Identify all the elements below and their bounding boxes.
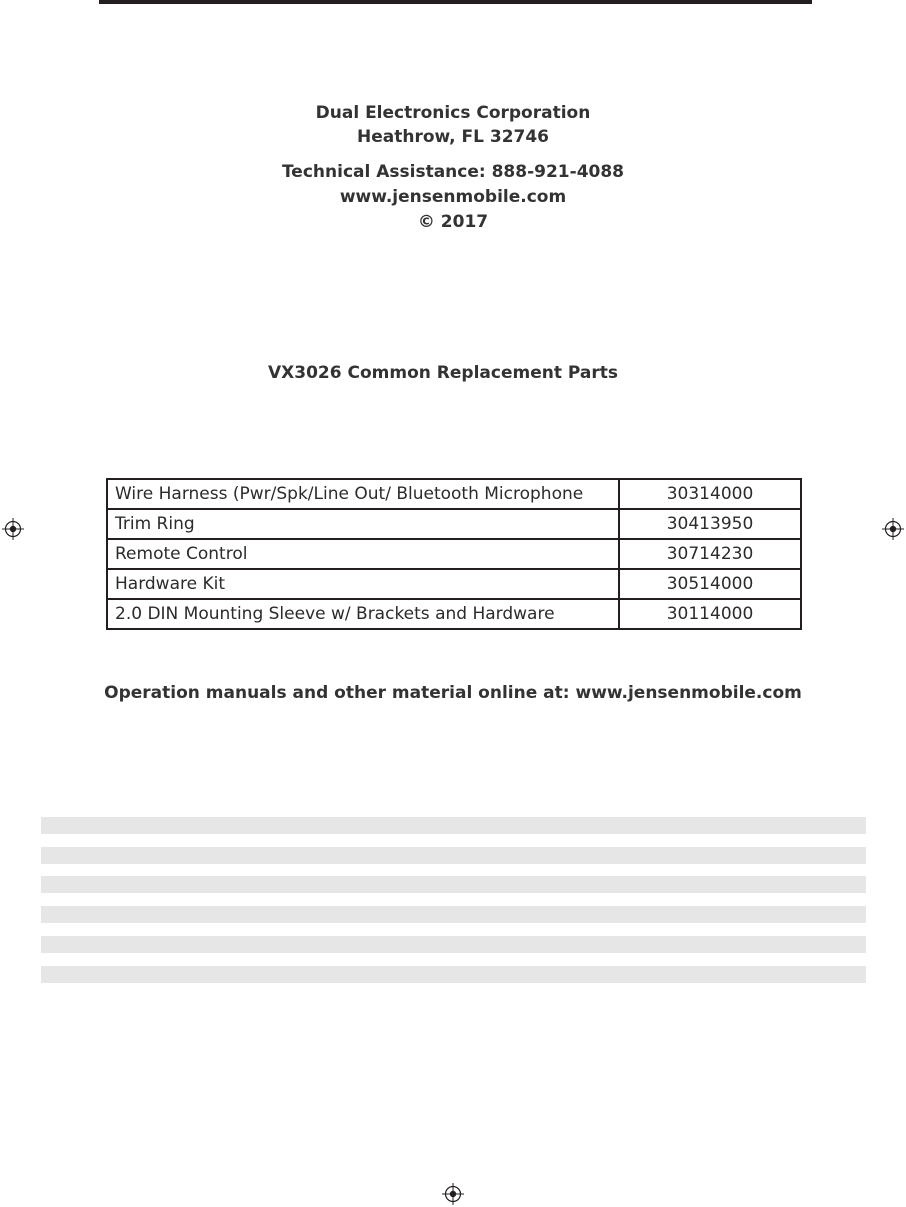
gray-stripe bbox=[41, 936, 866, 953]
part-number: 30514000 bbox=[619, 569, 801, 599]
contact-block bbox=[0, 160, 906, 235]
table-row bbox=[107, 599, 801, 629]
part-number: 30114000 bbox=[619, 599, 801, 629]
online-note: Operation manuals and other material online at: www.jensenmobile.com bbox=[104, 683, 802, 703]
part-description: Wire Harness (Pwr/Spk/Line Out/ Bluetooth Microphone bbox=[107, 479, 619, 509]
part-number: 30413950 bbox=[619, 509, 801, 539]
company-address: Heathrow, FL 32746 bbox=[356, 127, 550, 147]
part-description: Trim Ring bbox=[107, 509, 619, 539]
parts-title: VX3026 Common Replacement Parts bbox=[268, 363, 618, 383]
part-number: 30714230 bbox=[619, 539, 801, 569]
registration-mark-icon bbox=[2, 518, 24, 540]
gray-stripe bbox=[41, 847, 866, 864]
part-description: Remote Control bbox=[107, 539, 619, 569]
website: www.jensenmobile.com bbox=[339, 187, 567, 207]
company-block bbox=[0, 101, 906, 149]
part-description: 2.0 DIN Mounting Sleeve w/ Brackets and Hardware bbox=[107, 599, 619, 629]
table-row bbox=[107, 479, 801, 509]
gray-stripe bbox=[41, 906, 866, 923]
tech-assistance: Technical Assistance: 888-921-4088 bbox=[281, 162, 625, 182]
gray-stripe bbox=[41, 817, 866, 834]
parts-table bbox=[106, 478, 802, 630]
gray-stripe bbox=[41, 966, 866, 983]
company-name: Dual Electronics Corporation bbox=[315, 103, 591, 123]
part-number: 30314000 bbox=[619, 479, 801, 509]
part-description: Hardware Kit bbox=[107, 569, 619, 599]
registration-mark-icon bbox=[442, 1183, 464, 1205]
table-row bbox=[107, 539, 801, 569]
table-row bbox=[107, 509, 801, 539]
gray-stripe bbox=[41, 876, 866, 893]
table-row bbox=[107, 569, 801, 599]
top-rule bbox=[99, 0, 812, 4]
copyright: © 2017 bbox=[417, 212, 489, 232]
registration-mark-icon bbox=[882, 518, 904, 540]
